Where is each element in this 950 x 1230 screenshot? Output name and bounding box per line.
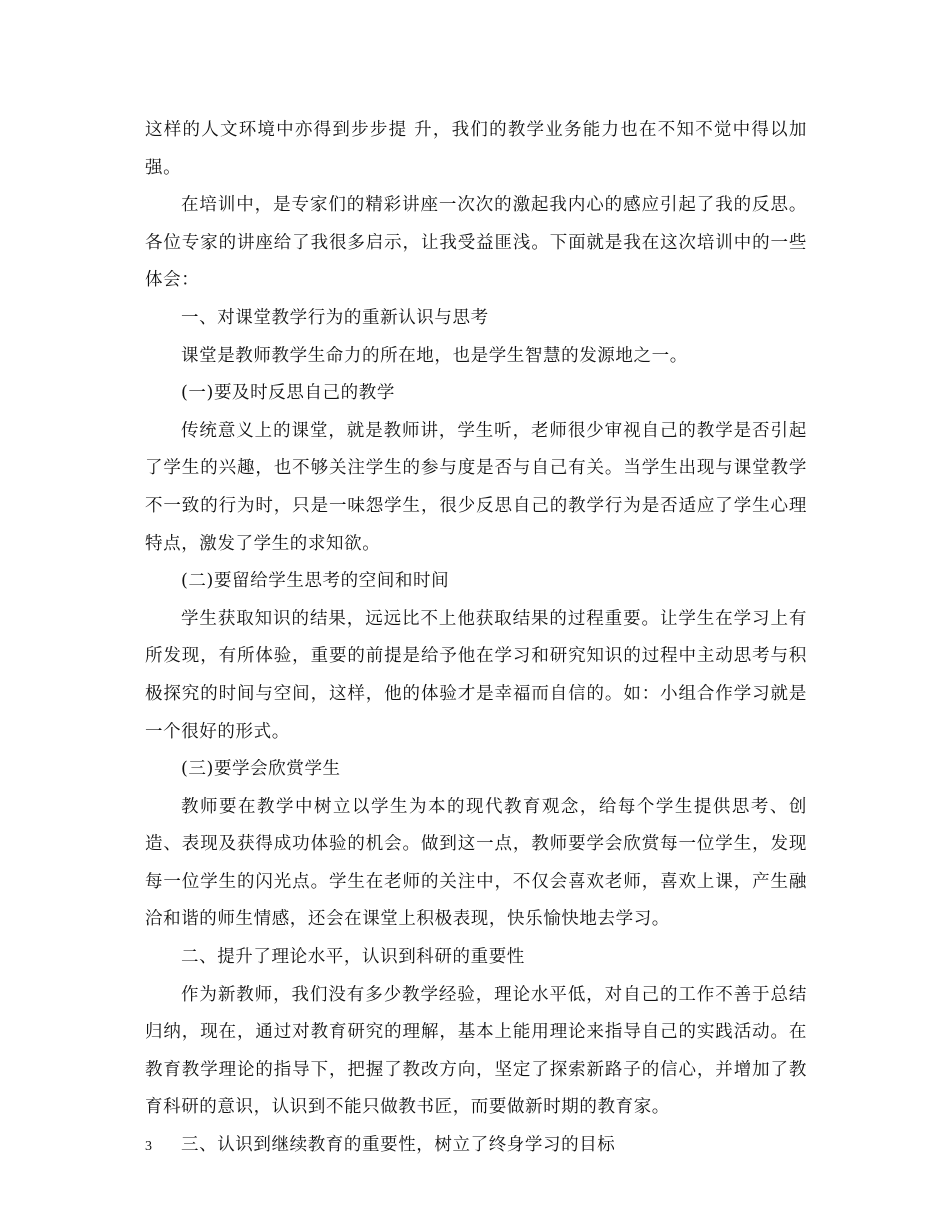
paragraph-traditional-classroom: 传统意义上的课堂，就是教师讲，学生听，老师很少审视自己的教学是否引起了学生的兴趣，也不够关注学生的参与度是否与自己有关。当学生出现与课堂教学不一致的行为时，只是一味怨学生，很少反思自己的教学行为是否适应了学生心理特点，激发了学生的求知欲。 (145, 420, 807, 554)
section-heading-1: 一、对课堂教学行为的重新认识与思考 (181, 307, 489, 328)
paragraph-continuation: 这样的人文环境中亦得到步步提 升，我们的教学业务能力也在不知不觉中得以加强。 (145, 120, 807, 178)
page-number: 3 (145, 1139, 152, 1154)
section-heading-2: 二、提升了理论水平，认识到科研的重要性 (181, 947, 525, 968)
paragraph-training-reflection: 在培训中，是专家们的精彩讲座一次次的激起我内心的感应引起了我的反思。各位专家的讲座给了我很多启示，让我受益匪浅。下面就是我在这次培训中的一些体会： (145, 195, 807, 291)
subheading-reflect-teaching: (一)要及时反思自己的教学 (181, 383, 395, 404)
subheading-thinking-space: (二)要留给学生思考的空间和时间 (181, 571, 450, 592)
paragraph-learning-process: 学生获取知识的结果，远远比不上他获取结果的过程重要。让学生在学习上有所发现，有所体验，重要的前提是给予他在学习和研究知识的过程中主动思考与积极探究的时间与空间，这样，他的体验才是幸福而自信的。如：小组合作学习就是一个很好的形式。 (145, 608, 807, 742)
subheading-appreciate-students: (三)要学会欣赏学生 (181, 759, 341, 780)
section-heading-3: 三、认识到继续教育的重要性，树立了终身学习的目标 (181, 1135, 616, 1156)
paragraph-theory-research: 作为新教师，我们没有多少教学经验，理论水平低，对自己的工作不善于总结归纳，现在，通过对教育研究的理解，基本上能用理论来指导自己的实践活动。在教育教学理论的指导下，把握了教改方向，坚定了探索新路子的信心，并增加了教育科研的意识，认识到不能只做教书匠，而要做新时期的教育家。 (145, 984, 807, 1118)
document-body (145, 112, 807, 1165)
paragraph-student-centered: 教师要在教学中树立以学生为本的现代教育观念，给每个学生提供思考、创造、表现及获得成功体验的机会。做到这一点，教师要学会欣赏每一位学生，发现每一位学生的闪光点。学生在老师的关注中，不仅会喜欢老师，喜欢上课，产生融洽和谐的师生情感，还会在课堂上积极表现，快乐愉快地去学习。 (145, 796, 807, 930)
paragraph-classroom: 课堂是教师教学生命力的所在地，也是学生智慧的发源地之一。 (181, 345, 688, 366)
